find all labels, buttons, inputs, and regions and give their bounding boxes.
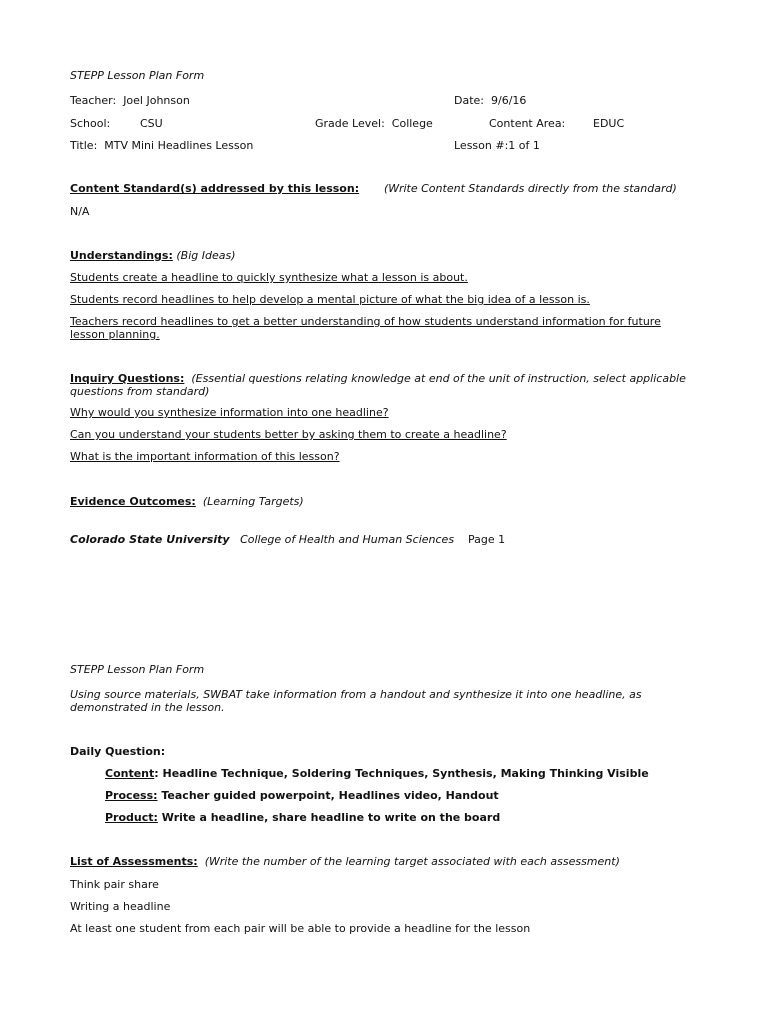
evidence-note: (Learning Targets) <box>202 495 304 508</box>
inquiry-item: What is the important information of this lesson? <box>70 450 340 463</box>
school-label: School: <box>70 117 111 130</box>
daily-content-value: Headline Technique, Soldering Techniques, Synthesis, Making Thinking Visible <box>162 767 649 780</box>
footer-university: Colorado State University <box>70 533 230 546</box>
daily-process-row <box>105 789 499 802</box>
footer-page-number: Page 1 <box>468 533 506 546</box>
content-area-label: Content Area: <box>489 117 566 130</box>
daily-product-label: Product: <box>105 811 158 824</box>
understanding-item: Teachers record headlines to get a better understanding of how students understand information for future lesson planning. <box>70 315 661 341</box>
title-field <box>70 139 253 152</box>
date-field <box>454 94 526 107</box>
lesson-number-field <box>454 139 540 152</box>
page-footer <box>70 533 505 546</box>
daily-product-row <box>105 811 500 824</box>
assessments-heading-row <box>70 855 620 868</box>
grade-level-field <box>315 117 433 130</box>
assessment-item: Writing a headline <box>70 900 171 913</box>
daily-question-heading: Daily Question: <box>70 745 166 758</box>
content-standards-note: (Write Content Standards directly from the standard) <box>384 182 677 195</box>
teacher-field <box>70 94 190 107</box>
footer-college: College of Health and Human Sciences <box>240 533 455 546</box>
content-area-value: EDUC <box>593 117 625 130</box>
title-value: MTV Mini Headlines Lesson <box>104 139 254 152</box>
lesson-number-value: 1 of 1 <box>508 139 540 152</box>
grade-level-label: Grade Level: <box>315 117 385 130</box>
teacher-label: Teacher: <box>70 94 117 107</box>
inquiry-item: Can you understand your students better by asking them to create a headline? <box>70 428 507 441</box>
learning-objective: Using source materials, SWBAT take information from a handout and synthesize it into one headline, as demonstrated in the lesson. <box>70 688 642 714</box>
assessment-item: Think pair share <box>70 878 159 891</box>
daily-process-value: Teacher guided powerpoint, Headlines video, Handout <box>161 789 499 802</box>
date-label: Date: <box>454 94 484 107</box>
inquiry-heading-row <box>70 372 690 398</box>
form-title-page2: STEPP Lesson Plan Form <box>70 663 205 676</box>
understandings-note: (Big Ideas) <box>176 249 236 262</box>
school-value: CSU <box>140 117 163 130</box>
grade-level-value: College <box>391 117 433 130</box>
evidence-heading-row <box>70 495 304 508</box>
assessments-note: (Write the number of the learning target associated with each assessment) <box>204 855 620 868</box>
inquiry-item: Why would you synthesize information into one headline? <box>70 406 389 419</box>
understanding-item: Students record headlines to help develop a mental picture of what the big idea of a lesson is. <box>70 293 590 306</box>
inquiry-heading: Inquiry Questions: <box>70 372 185 385</box>
daily-product-value: Write a headline, share headline to write on the board <box>161 811 501 824</box>
evidence-heading: Evidence Outcomes: <box>70 495 196 508</box>
content-standards-heading: Content Standard(s) addressed by this lesson: <box>70 182 360 195</box>
understandings-heading-row <box>70 249 236 262</box>
form-title: STEPP Lesson Plan Form <box>70 69 205 82</box>
lesson-number-label: Lesson #: <box>454 139 509 152</box>
content-standards-value: N/A <box>70 205 90 218</box>
daily-content-label: Content <box>105 767 155 780</box>
inquiry-note: (Essential questions relating knowledge at end of the unit of instruction, select applicable questions from standard) <box>70 372 686 398</box>
understanding-item: Students create a headline to quickly synthesize what a lesson is about. <box>70 271 468 284</box>
teacher-value: Joel Johnson <box>123 94 190 107</box>
assessments-heading: List of Assessments: <box>70 855 198 868</box>
daily-content-row: Content: Headline Technique, Soldering Techniques, Synthesis, Making Thinking Visible <box>105 767 649 780</box>
title-label: Title: <box>70 139 98 152</box>
daily-process-label: Process: <box>105 789 158 802</box>
assessment-item: At least one student from each pair will be able to provide a headline for the lesson <box>70 922 531 935</box>
date-value: 9/6/16 <box>491 94 527 107</box>
understandings-heading: Understandings: <box>70 249 173 262</box>
